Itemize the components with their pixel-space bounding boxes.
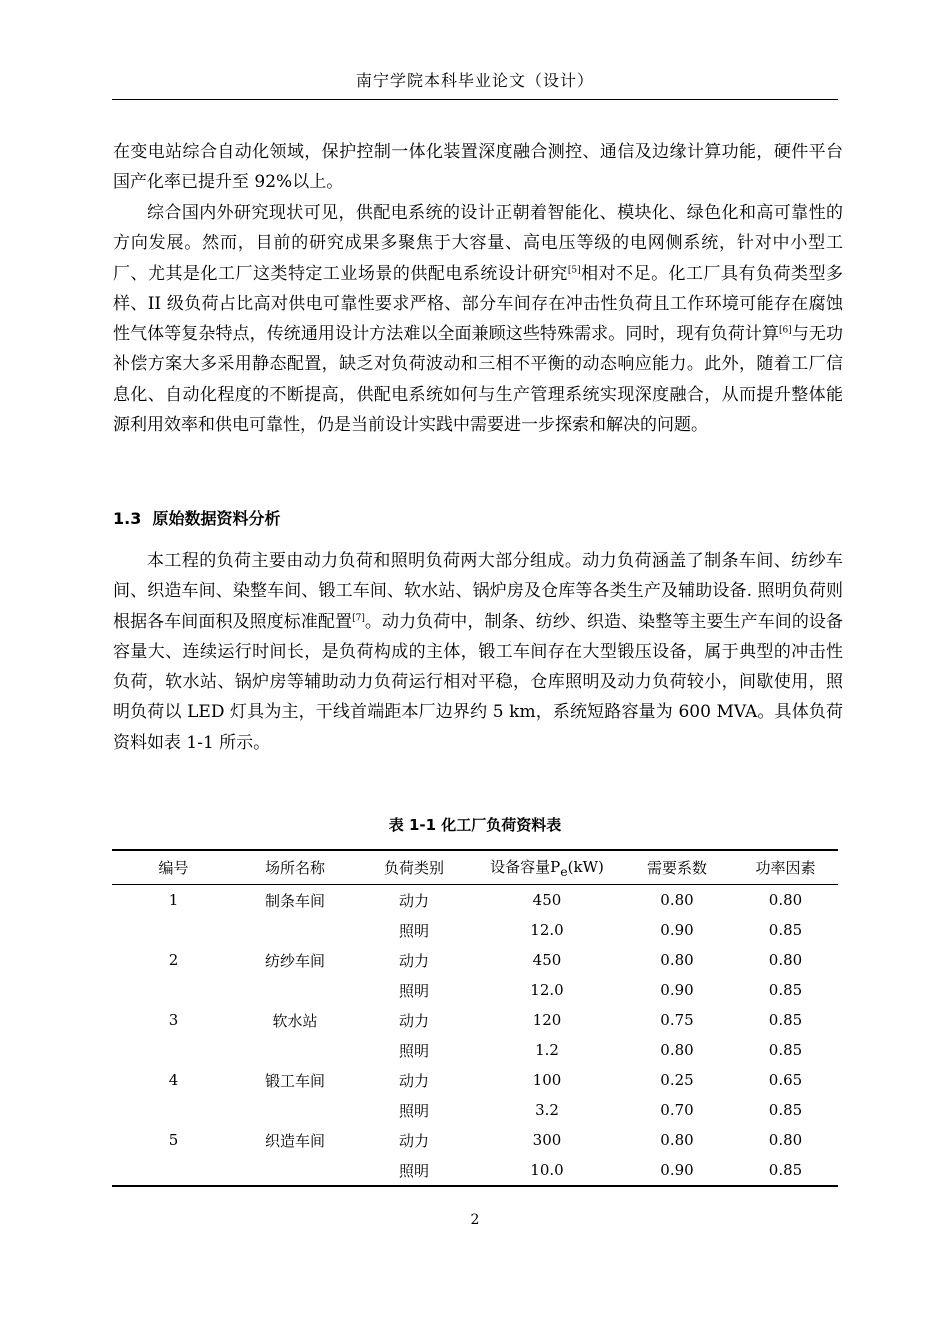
capacity-unit: (kW): [567, 858, 604, 876]
cell-capacity: 450: [532, 951, 562, 969]
cell-pf: 0.80: [768, 1131, 803, 1149]
cell-name: 软水站: [272, 1011, 318, 1030]
cell-no: 4: [168, 1071, 179, 1089]
cell-type: 照明: [398, 1101, 429, 1120]
cell-demand: 0.80: [660, 1041, 694, 1059]
section-heading: [113, 506, 281, 529]
table-row: [112, 945, 838, 975]
cell-no: 3: [168, 1011, 179, 1029]
cell-capacity: 300: [532, 1131, 562, 1149]
paragraph-text: 综合国内外研究现状可见，供配电系统的设计正朝着智能化、模块化、绿色化和高可靠性的方向发展。然而，目前的研究成果多聚焦于大容量、高电压等级的电网侧系统，针对中小型工厂、尤其是化工厂这类特定工业场景的供配电系统设计研究: [113, 203, 843, 284]
header-type: 负荷类别: [383, 859, 444, 877]
table-header-row: [112, 850, 838, 885]
cell-type: 动力: [398, 951, 429, 970]
cell-capacity: 120: [532, 1011, 562, 1029]
cell-name: 织造车间: [264, 1131, 325, 1150]
cell-type: 照明: [398, 1161, 429, 1180]
cell-name: [235, 1155, 355, 1186]
cell-pf: 0.85: [768, 921, 803, 939]
cell-pf: 0.80: [768, 951, 803, 969]
cell-no: [112, 915, 235, 945]
cell-name: [235, 915, 355, 945]
table-row: [112, 1065, 838, 1095]
paragraph-text: 。动力负荷中，制条、纺纱、织造、染整等主要生产车间的设备容量大、连续运行时间长，是负荷构成的主体，锻工车间存在大型锻压设备，属于典型的冲击性负荷，软水站、锅炉房等辅助动力负荷运行相对平稳，仓库照明及动力负荷较小，间歇使用，照明负荷以 LED 灯具为主，干线首端距本厂边界约 5 km，系统短路容量为 600 MVA。具体负荷资料如表 1-1 所示。: [113, 611, 844, 753]
cell-pf: 0.80: [768, 891, 803, 909]
paragraph-text: 本工程的负荷主要由动力负荷和照明负荷两大部分组成。动力负荷涵盖了制条车间、纺纱车间、织造车间、染整车间、锻工车间、软水站、锅炉房及仓库等各类生产及辅助设备. 照明负荷则根据各车间面积及照度标准配置: [113, 551, 843, 632]
cell-pf: 0.85: [768, 1161, 803, 1179]
cell-type: 照明: [398, 1041, 429, 1060]
cell-capacity: 450: [532, 891, 562, 909]
cell-no: [112, 1035, 235, 1065]
cell-pf: 0.85: [768, 981, 803, 999]
header-demand-factor: 需要系数: [646, 859, 707, 877]
citation-ref: [6]: [779, 325, 792, 336]
cell-type: 照明: [398, 921, 429, 940]
cell-type: 动力: [398, 1011, 429, 1030]
paragraph-continuation: [113, 137, 843, 198]
running-header: 南宁学院本科毕业论文（设计）: [355, 71, 594, 90]
table-caption: 表 1-1 化工厂负荷资料表: [388, 816, 562, 834]
section-number: 1.3: [113, 509, 142, 528]
cell-pf: 0.85: [768, 1041, 803, 1059]
section-title: 原始数据资料分析: [152, 509, 281, 528]
cell-demand: 0.25: [660, 1071, 694, 1089]
paragraph-text: 相对不足。化工厂具有负荷类型多样、II 级负荷占比高对供电可靠性要求严格、部分车间存在冲击性负荷且工作环境可能存在腐蚀性气体等复杂特点，传统通用设计方法难以全面兼顾这些特殊需求。同时，现有负荷计算: [113, 263, 844, 345]
header-power-factor: 功率因素: [755, 859, 816, 877]
cell-capacity: 12.0: [530, 921, 564, 939]
load-data-table: [112, 849, 838, 1187]
cell-type: 动力: [398, 1071, 429, 1090]
citation-ref: [5]: [567, 264, 581, 275]
paragraph-research-summary: [113, 198, 843, 440]
cell-capacity: 10.0: [530, 1161, 564, 1179]
cell-no: 1: [168, 891, 179, 909]
header-name: 场所名称: [264, 859, 325, 877]
cell-name: 纺纱车间: [264, 951, 325, 970]
table-row: [112, 1155, 838, 1186]
cell-demand: 0.90: [660, 981, 694, 999]
cell-pf: 0.85: [768, 1011, 803, 1029]
cell-no: 2: [168, 951, 179, 969]
table-row: [112, 975, 838, 1005]
cell-demand: 0.70: [660, 1101, 694, 1119]
table-row: [112, 1035, 838, 1065]
cell-name: 锻工车间: [264, 1071, 325, 1090]
cell-type: 动力: [398, 891, 429, 910]
page-number: 2: [470, 1212, 480, 1228]
cell-name: [235, 1095, 355, 1125]
header-no: 编号: [158, 859, 189, 877]
table-row: [112, 1005, 838, 1035]
capacity-subscript: e: [560, 864, 568, 879]
cell-no: 5: [168, 1131, 179, 1149]
cell-demand: 0.90: [660, 921, 694, 939]
cell-no: [112, 1155, 235, 1186]
table-row: [112, 1095, 838, 1125]
table-row: [112, 915, 838, 945]
cell-pf: 0.65: [768, 1071, 803, 1089]
table-row: [112, 885, 838, 916]
cell-demand: 0.80: [660, 1131, 694, 1149]
cell-pf: 0.85: [768, 1101, 803, 1119]
citation-ref: [7]: [352, 612, 365, 623]
cell-demand: 0.90: [660, 1161, 694, 1179]
capacity-label: 设备容量P: [490, 858, 561, 876]
cell-demand: 0.80: [660, 951, 694, 969]
cell-name: 制条车间: [264, 891, 325, 910]
cell-type: 动力: [398, 1131, 429, 1150]
cell-capacity: 3.2: [535, 1101, 559, 1119]
cell-capacity: 12.0: [530, 981, 564, 999]
header-capacity: [473, 850, 621, 885]
cell-no: [112, 975, 235, 1005]
cell-demand: 0.80: [660, 891, 694, 909]
cell-capacity: 100: [532, 1071, 562, 1089]
header-rule: [112, 99, 838, 100]
cell-demand: 0.75: [660, 1011, 694, 1029]
table-row: [112, 1125, 838, 1155]
paragraph-text: 在变电站综合自动化领域，保护控制一体化装置深度融合测控、通信及边缘计算功能，硬件平台国产化率已提升至 92%以上。: [113, 142, 843, 193]
paragraph-load-analysis: [113, 546, 843, 758]
cell-name: [235, 975, 355, 1005]
cell-capacity: 1.2: [535, 1041, 559, 1059]
cell-type: 照明: [398, 981, 429, 1000]
cell-no: [112, 1095, 235, 1125]
paragraph-text: 与无功补偿方案大多采用静态配置，缺乏对负荷波动和三相不平衡的动态响应能力。此外，随着工厂信息化、自动化程度的不断提高，供配电系统如何与生产管理系统实现深度融合，从而提升整体能源利用效率和供电可靠性，仍是当前设计实践中需要进一步探索和解决的问题。: [113, 324, 844, 436]
cell-name: [235, 1035, 355, 1065]
